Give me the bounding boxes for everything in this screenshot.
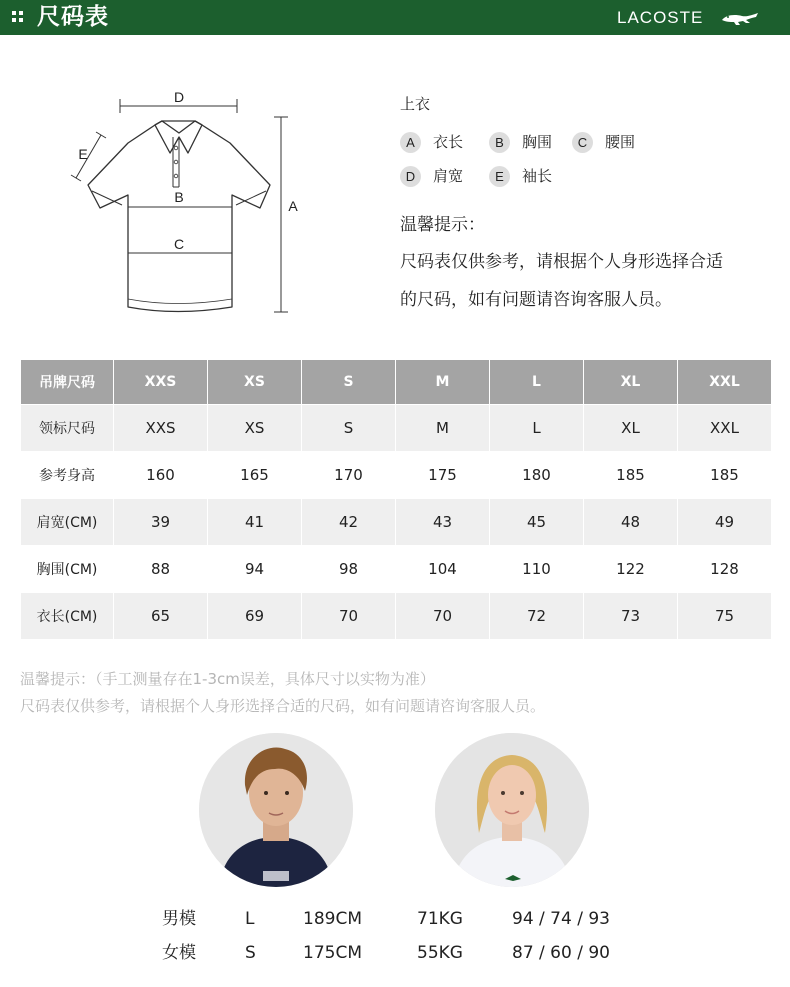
table-row	[21, 499, 772, 546]
table-cell: 69	[208, 593, 302, 640]
table-header-cell: L	[490, 360, 584, 405]
table-row	[21, 546, 772, 593]
model-measures: 87 / 60 / 90	[512, 943, 610, 963]
note-line: 尺码表仅供参考，请根据个人身形选择合适的尺码，如有问题请咨询客服人员。	[20, 697, 546, 715]
model-height: 175CM	[303, 943, 362, 963]
table-cell: 180	[490, 452, 584, 499]
table-cell: 42	[302, 499, 396, 546]
legend-badge: B	[489, 132, 510, 153]
table-cell: XS	[208, 405, 302, 452]
table-cell: 88	[114, 546, 208, 593]
legend-label: 衣长	[433, 133, 464, 151]
brand-logo-text: LACOSTE	[617, 8, 704, 27]
table-row-label: 参考身高	[21, 452, 114, 499]
table-cell: 43	[396, 499, 490, 546]
table-header-cell: XXL	[678, 360, 772, 405]
legend-badge: E	[489, 166, 510, 187]
page-title: 尺码表	[37, 4, 109, 30]
note-line: 温馨提示：（手工测量存在1-3cm误差，具体尺寸以实物为准）	[20, 670, 435, 688]
table-cell: 128	[678, 546, 772, 593]
shirt-measurement-diagram	[70, 85, 310, 325]
legend-label: 腰围	[605, 133, 636, 151]
model-label: 男模	[162, 909, 196, 929]
table-cell: S	[302, 405, 396, 452]
table-cell: 39	[114, 499, 208, 546]
tip-line: 尺码表仅供参考，请根据个人身形选择合适	[400, 252, 723, 272]
label-b: B	[174, 189, 184, 205]
header-bar	[0, 0, 790, 35]
size-table	[20, 359, 772, 640]
model-size: S	[245, 943, 256, 963]
table-cell: M	[396, 405, 490, 452]
table-row	[21, 452, 772, 499]
table-row-label: 胸围(CM)	[21, 546, 114, 593]
table-cell: 185	[678, 452, 772, 499]
table-cell: 104	[396, 546, 490, 593]
table-cell: 72	[490, 593, 584, 640]
table-cell: 165	[208, 452, 302, 499]
legend-label: 胸围	[522, 133, 553, 151]
model-label: 女模	[162, 943, 196, 963]
legend-badge: C	[572, 132, 593, 153]
table-header-cell: S	[302, 360, 396, 405]
table-cell: 170	[302, 452, 396, 499]
legend-badge: A	[400, 132, 421, 153]
table-cell: 70	[302, 593, 396, 640]
model-measures: 94 / 74 / 93	[512, 909, 610, 929]
table-header-cell: M	[396, 360, 490, 405]
table-header-cell: XS	[208, 360, 302, 405]
table-cell: 185	[584, 452, 678, 499]
table-cell: 98	[302, 546, 396, 593]
table-header-cell: 吊牌尺码	[21, 360, 114, 405]
table-cell: 70	[396, 593, 490, 640]
male-model-photo	[199, 733, 353, 887]
table-cell: 75	[678, 593, 772, 640]
table-row	[21, 593, 772, 640]
crocodile-logo-icon	[720, 9, 760, 27]
table-header-row	[21, 360, 772, 405]
legend-badge: D	[400, 166, 421, 187]
table-cell: 65	[114, 593, 208, 640]
legend-label: 袖长	[522, 167, 553, 185]
legend-label: 肩宽	[433, 167, 464, 185]
tip-title: 温馨提示：	[400, 215, 485, 235]
tip-line: 的尺码，如有问题请咨询客服人员。	[400, 290, 672, 310]
table-cell: 49	[678, 499, 772, 546]
female-model-photo	[435, 733, 589, 887]
label-c: C	[173, 236, 185, 252]
table-cell: XL	[584, 405, 678, 452]
table-header-cell: XXS	[114, 360, 208, 405]
table-cell: 110	[490, 546, 584, 593]
legend-section-title: 上衣	[400, 95, 431, 113]
model-weight: 55KG	[417, 943, 463, 963]
table-cell: 122	[584, 546, 678, 593]
table-row-label: 衣长(CM)	[21, 593, 114, 640]
table-cell: XXS	[114, 405, 208, 452]
model-specs	[0, 905, 790, 975]
table-cell: 160	[114, 452, 208, 499]
table-row-label: 肩宽(CM)	[21, 499, 114, 546]
table-cell: 48	[584, 499, 678, 546]
table-cell: 94	[208, 546, 302, 593]
model-height: 189CM	[303, 909, 362, 929]
measurement-legend	[400, 94, 780, 314]
table-cell: 73	[584, 593, 678, 640]
table-cell: 45	[490, 499, 584, 546]
table-row	[21, 405, 772, 452]
label-e: E	[78, 146, 88, 162]
label-a: A	[288, 198, 298, 214]
grid-icon	[12, 11, 24, 23]
table-cell: 175	[396, 452, 490, 499]
model-size: L	[245, 909, 255, 929]
table-cell: 41	[208, 499, 302, 546]
table-cell: L	[490, 405, 584, 452]
label-d: D	[173, 89, 185, 105]
table-cell: XXL	[678, 405, 772, 452]
table-row-label: 领标尺码	[21, 405, 114, 452]
table-header-cell: XL	[584, 360, 678, 405]
model-weight: 71KG	[417, 909, 463, 929]
